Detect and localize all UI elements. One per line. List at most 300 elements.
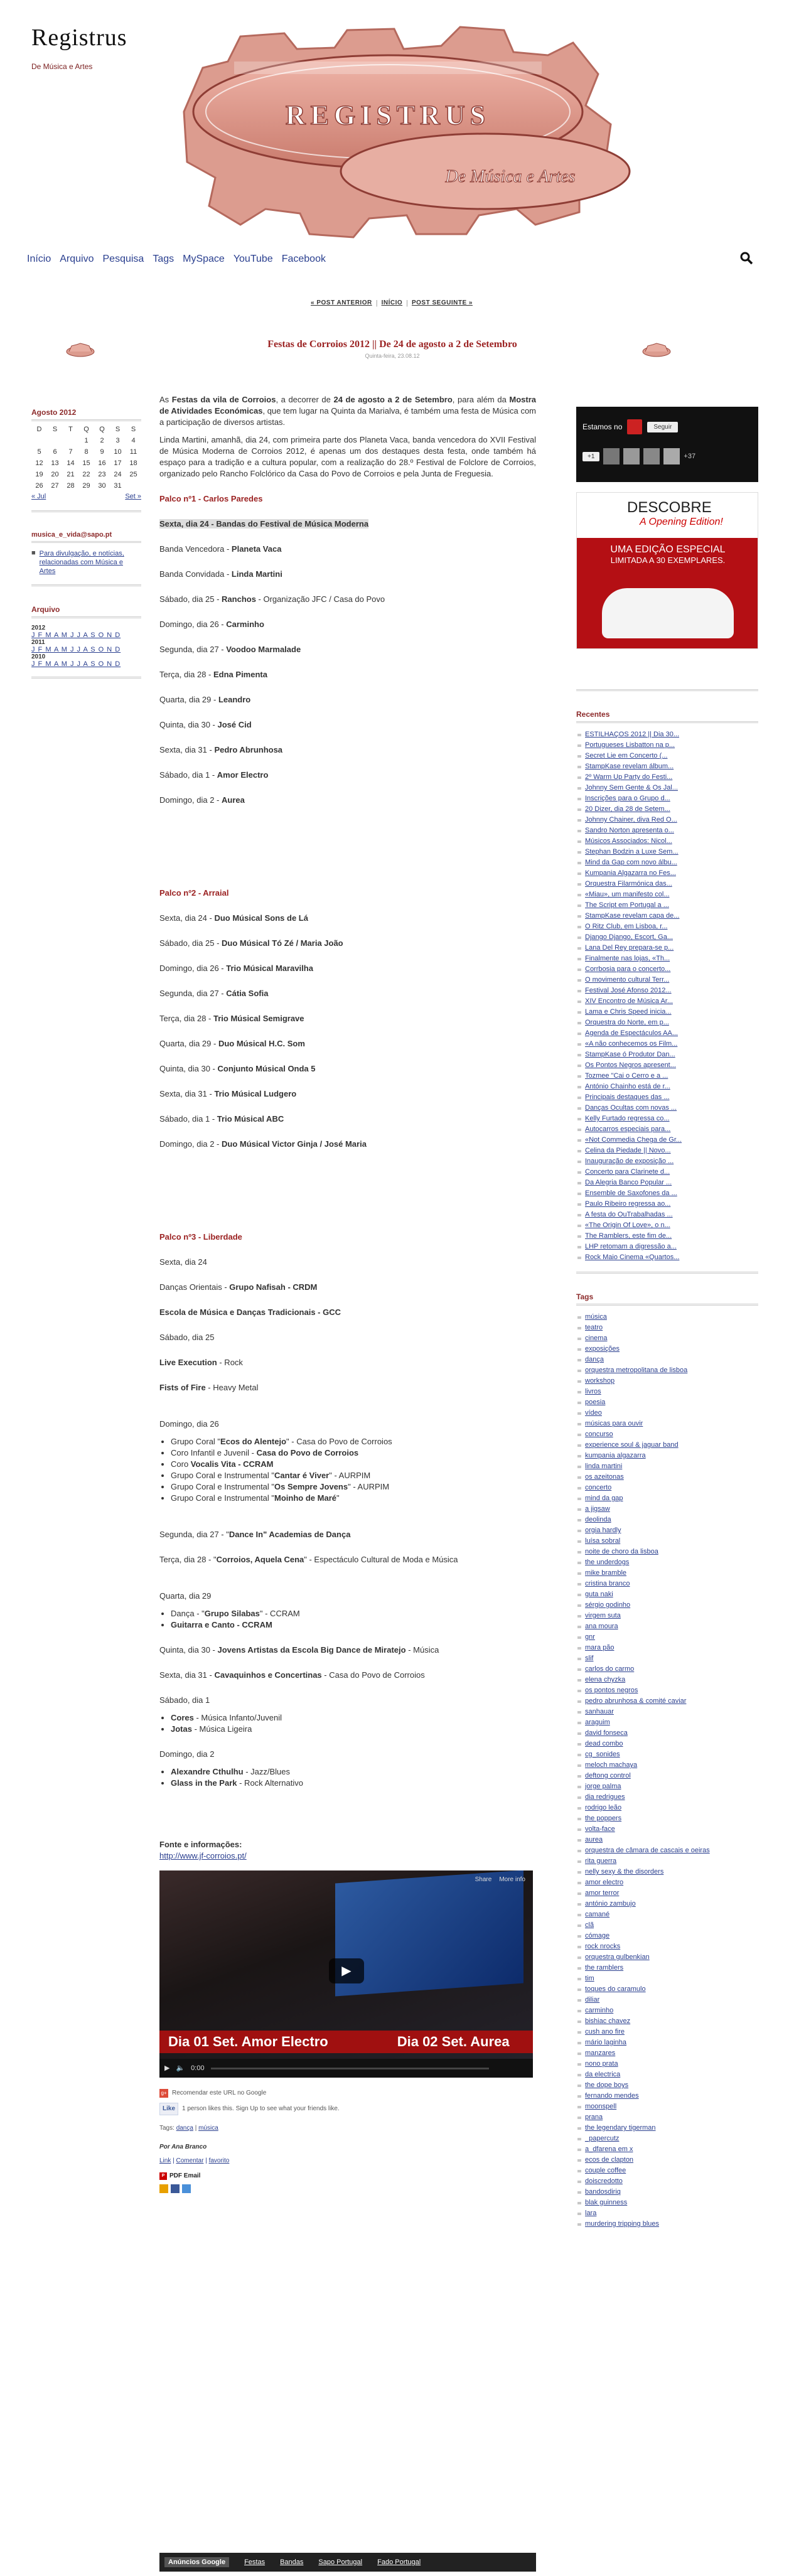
list-item: • Coro Infantil e Juvenil - Casa do Povo de Corroios (171, 1447, 536, 1459)
recent-post-link[interactable]: Da Alegria Banco Popular ... (576, 1178, 758, 1188)
tag-link[interactable]: luísa sobral (576, 1536, 758, 1547)
tag-link[interactable]: amor electro (576, 1877, 758, 1888)
tag-link[interactable]: workshop (576, 1376, 758, 1387)
search-icon[interactable] (739, 251, 753, 265)
palco2-line: Sexta, dia 24 - Duo Músical Sons de Lá (159, 913, 308, 923)
recent-post-link[interactable]: «The Origin Of Love», o n... (576, 1220, 758, 1231)
tag-link[interactable]: ecos de clapton (576, 2155, 758, 2165)
link-action[interactable]: Link (159, 2157, 171, 2164)
ad-link[interactable]: Bandas (280, 2558, 304, 2566)
divider (576, 721, 758, 723)
tag-link[interactable]: deftong control (576, 1771, 758, 1781)
plus-one-button[interactable]: +1 (582, 452, 599, 461)
calendar-table (31, 424, 141, 491)
tag-link[interactable]: dead combo (576, 1739, 758, 1749)
calendar-day: 11 (129, 448, 137, 456)
follow-button[interactable]: Seguir (647, 422, 678, 432)
recent-post-link[interactable]: Sandro Norton apresenta o... (576, 825, 758, 836)
avatar (603, 448, 620, 464)
social-logo-icon (627, 419, 642, 434)
tag-link[interactable]: slif (576, 1653, 758, 1664)
tag-link[interactable]: virgem suta (576, 1611, 758, 1621)
prev-post-link[interactable]: « POST ANTERIOR (311, 299, 372, 306)
email-title[interactable]: musica_e_vida@sapo.pt (31, 531, 112, 539)
archive-title: Arquivo (31, 605, 60, 614)
calendar-header: S (52, 426, 58, 433)
calendar-next-month[interactable]: Set » (125, 493, 141, 500)
video-caption: Dia 02 Set. Aurea (397, 2034, 510, 2049)
recent-post-link[interactable]: Corrbosia para o concerto... (576, 964, 758, 975)
recent-post-link[interactable]: The Ramblers, este fim de... (576, 1231, 758, 1242)
calendar-day: 28 (67, 482, 75, 490)
recent-post-link[interactable]: O movimento cultural Terr... (576, 975, 758, 985)
tag-link[interactable]: blak guinness (576, 2198, 758, 2208)
calendar-day: 29 (82, 482, 90, 490)
palco2-line: Segunda, dia 27 - Cátia Sofia (159, 989, 269, 998)
post-date: Quinta-feira, 23.08.12 (365, 353, 420, 359)
tag-link[interactable]: mário laginha (576, 2037, 758, 2048)
banner-gear-logo (146, 18, 642, 244)
tag-link[interactable]: ana moura (576, 1621, 758, 1632)
ad-text: UMA EDIÇÃO ESPECIAL (610, 544, 726, 555)
palco1-line: Domingo, dia 2 - Aurea (159, 795, 245, 805)
recent-post-link[interactable]: Autocarros especiais para... (576, 1124, 758, 1135)
ad-car-image (602, 588, 734, 638)
calendar-day: 17 (114, 459, 122, 467)
recent-post-link[interactable]: Ensemble de Saxofones da ... (576, 1188, 758, 1199)
palco3-line: Quarta, dia 29 (159, 1591, 212, 1601)
calendar-day: 6 (53, 448, 57, 456)
calendar-day: 12 (35, 459, 43, 467)
tag-link[interactable]: volta-face (576, 1824, 758, 1835)
tag-link[interactable]: the ramblers (576, 1963, 758, 1973)
divider (31, 677, 141, 679)
video-share-button[interactable]: Share (475, 1876, 492, 1883)
recent-post-link[interactable]: Inscrições para o Grupo d... (576, 793, 758, 804)
palco2-line: Terça, dia 28 - Trio Músical Semigrave (159, 1014, 304, 1023)
pdf-email[interactable]: P PDF Email (159, 2171, 536, 2182)
tag-link[interactable]: _papercutz (576, 2133, 758, 2144)
ad-headline: DESCOBRE (627, 499, 712, 516)
ad-link[interactable]: Sapo Portugal (318, 2558, 363, 2566)
list-item: • Grupo Coral e Instrumental "Os Sempre Jovens" - AURPIM (171, 1481, 536, 1493)
tag-link[interactable]: dança (576, 1355, 758, 1365)
banner-title: REGISTRUS (285, 100, 491, 131)
palco3-line: Sábado, dia 1 (159, 1695, 210, 1705)
recent-post-link[interactable]: O Ritz Club, em Lisboa, r... (576, 921, 758, 932)
tag-link[interactable]: meloch machaya (576, 1760, 758, 1771)
tag-link[interactable]: orquestra metropolitana de lisboa (576, 1365, 758, 1376)
video-progress-bar[interactable] (211, 2068, 489, 2069)
recent-post-link[interactable]: Inauguração de exposição ... (576, 1156, 758, 1167)
tag-link[interactable]: dança (176, 2125, 193, 2132)
email-note-link[interactable]: Para divulgação, e notícias, relacionadas com Música e Artes (39, 550, 124, 575)
palco2-line: Quarta, dia 29 - Duo Músical H.C. Som (159, 1039, 305, 1048)
calendar-header: S (115, 426, 121, 433)
share-icon[interactable] (159, 2184, 168, 2193)
palco3-wednesday-list (159, 1608, 536, 1631)
tag-link[interactable]: rodrigo leão (576, 1803, 758, 1813)
recent-post-link[interactable]: Kumpania Algazarra no Fes... (576, 868, 758, 879)
tag-link[interactable]: the dope boys (576, 2080, 758, 2091)
intro-paragraph: Linda Martini, amanhã, dia 24, com primeira parte dos Planeta Vaca, banda vencedora do XVII Festival de Música Moderna de Corroios 2012, é apenas um dos destaques desta festa, onde também há espaço para a tradição e a cultura popular, com a realização do 28.º Festival de Folclore de Corroios, organizado pelo Rancho Folclórico da Casa do Povo de Corroios e pela Junta de Freguesia. (159, 435, 536, 478)
archive-months[interactable]: J F M A M J J A S O N D (31, 631, 121, 639)
calendar-header: Q (99, 426, 105, 433)
tag-link[interactable]: doiscredotto (576, 2176, 758, 2187)
tag-link[interactable]: mara pão (576, 1643, 758, 1653)
tag-link[interactable]: the poppers (576, 1813, 758, 1824)
recent-post-link[interactable]: Mind da Gap com novo álbu... (576, 857, 758, 868)
calendar-day: 25 (129, 471, 137, 478)
tag-link[interactable]: fernando mendes (576, 2091, 758, 2101)
list-item: • Alexandre Cthulhu - Jazz/Blues (171, 1766, 536, 1778)
calendar-header: T (68, 426, 73, 433)
tag-link[interactable]: a jigsaw (576, 1504, 758, 1515)
calendar-header: D (36, 426, 42, 433)
calendar-day: 21 (67, 471, 75, 478)
play-icon: ▶ (341, 1964, 352, 1978)
recent-post-link[interactable]: Paulo Ribeiro regressa ao... (576, 1199, 758, 1210)
play-control-icon[interactable]: ▶ (164, 2064, 170, 2072)
recent-post-link[interactable]: Orquestra do Norte, em p... (576, 1017, 758, 1028)
tag-link[interactable]: camané (576, 1909, 758, 1920)
blog-subtitle: De Música e Artes (31, 62, 93, 71)
recent-post-link[interactable]: Django Django, Escort, Ga... (576, 932, 758, 943)
recent-post-link[interactable]: Kelly Furtado regressa co... (576, 1114, 758, 1124)
archive-months[interactable]: J F M A M J J A S O N D (31, 660, 121, 668)
tag-link[interactable]: david fonseca (576, 1728, 758, 1739)
recent-post-link[interactable]: Principais destaques das ... (576, 1092, 758, 1103)
archive-months[interactable]: J F M A M J J A S O N D (31, 646, 121, 653)
tag-link[interactable]: gnr (576, 1632, 758, 1643)
recent-post-link[interactable]: 2º Warm Up Party do Festi... (576, 772, 758, 783)
tag-link[interactable]: cómage (576, 1931, 758, 1941)
tag-link[interactable]: antónio zambujo (576, 1899, 758, 1909)
tag-link[interactable]: diliar (576, 1995, 758, 2005)
list-item: • Grupo Coral "Ecos do Alentejo" - Casa do Povo de Corroios (171, 1436, 536, 1447)
recent-post-link[interactable]: Concerto para Clarinete d... (576, 1167, 758, 1178)
tag-link[interactable]: cg_sonides (576, 1749, 758, 1760)
palco1-line: Quinta, dia 30 - José Cid (159, 720, 252, 729)
ad-link[interactable]: Festas (244, 2558, 266, 2566)
palco2-line: Domingo, dia 2 - Duo Músical Victor Ginja / José Maria (159, 1139, 367, 1149)
divider (31, 541, 141, 543)
list-item: • Cores - Música Infanto/Juvenil (171, 1712, 536, 1724)
blog-title[interactable]: Registrus (31, 24, 127, 51)
tag-link[interactable]: toques do caramulo (576, 1984, 758, 1995)
recent-post-link[interactable]: Os Pontos Negros apresent... (576, 1060, 758, 1071)
palco2-line: Domingo, dia 26 - Trio Músical Maravilha (159, 963, 313, 973)
palco1-line: Quarta, dia 29 - Leandro (159, 695, 251, 704)
play-button[interactable] (329, 1958, 364, 1983)
recent-post-link[interactable]: The Script em Portugal a ... (576, 900, 758, 911)
recent-post-link[interactable]: Finalmente nas lojas, «Th... (576, 953, 758, 964)
palco2-line: Sábado, dia 1 - Trio Músical ABC (159, 1114, 284, 1124)
palco2-line: Quinta, dia 30 - Conjunto Músical Onda 5 (159, 1064, 316, 1073)
palco1-line: Sábado, dia 25 - Ranchos - Organização JFC / Casa do Povo (159, 594, 385, 604)
recent-post-link[interactable]: Johnny Sem Gente & Os Jal... (576, 783, 758, 793)
palco3-line: Quinta, dia 30 - Jovens Artistas da Escola Big Dance de Miratejo - Música (159, 1645, 439, 1655)
tag-link[interactable]: cush ano fire (576, 2027, 758, 2037)
source-link[interactable]: http://www.jf-corroios.pt/ (159, 1851, 247, 1860)
facebook-icon[interactable] (171, 2184, 180, 2193)
divider (576, 1304, 758, 1306)
tag-link[interactable]: orquestra de câmara de cascais e oeiras (576, 1845, 758, 1856)
calendar-day: 30 (98, 482, 106, 490)
tag-link[interactable]: linda martini (576, 1461, 758, 1472)
calendar-header: Q (83, 426, 89, 433)
palco1-list (159, 594, 536, 806)
nav-tags[interactable]: Tags (153, 254, 174, 264)
nav-pesquisa[interactable]: Pesquisa (102, 254, 144, 264)
tag-link[interactable]: vídeo (576, 1408, 758, 1419)
calendar-day: 22 (82, 471, 90, 478)
tag-link[interactable]: noite de choro da lisboa (576, 1547, 758, 1557)
tag-link[interactable]: dia redrigues (576, 1792, 758, 1803)
recent-post-link[interactable]: 20 Dizer, dia 28 de Setem... (576, 804, 758, 815)
tag-link[interactable]: mike bramble (576, 1568, 758, 1579)
recent-post-link[interactable]: Músicos Associados: Nicol... (576, 836, 758, 847)
calendar-day: 14 (67, 459, 75, 467)
archive-year: 2012 J F M A M J J A S O N D 2011 J F M A M J J A S O N D 2010 J F M A M J J A S O N D (31, 625, 141, 668)
palco3-line: Sexta, dia 31 - Cavaquinhos e Concertinas - Casa do Povo de Corroios (159, 1670, 425, 1680)
tag-link[interactable]: concurso (576, 1429, 758, 1440)
calendar-day: 9 (100, 448, 104, 456)
calendar-day: 31 (114, 482, 122, 490)
tag-link[interactable]: experience soul & jaguar band (576, 1440, 758, 1451)
palco1-line: Banda Convidada - Linda Martini (159, 569, 282, 579)
calendar-day: 19 (35, 471, 43, 478)
recent-post-link[interactable]: Lana Del Rey prepara-se p... (576, 943, 758, 953)
calendar-day: 15 (82, 459, 90, 467)
calendar-prev-month[interactable]: « Jul (31, 493, 46, 500)
calendar-header: S (131, 426, 136, 433)
source-label: Fonte e informações: (159, 1840, 242, 1849)
tags-list (576, 1312, 758, 2230)
palco1-line: Domingo, dia 26 - Carminho (159, 620, 264, 629)
video-info-button[interactable]: More info (499, 1876, 525, 1883)
recent-post-link[interactable]: StampKase revelam capa de... (576, 911, 758, 921)
nav-youtube[interactable]: YouTube (233, 254, 273, 264)
tag-link[interactable]: the legendary tigerman (576, 2123, 758, 2133)
tag-link[interactable]: aurea (576, 1835, 758, 1845)
tag-link[interactable]: mind da gap (576, 1493, 758, 1504)
tag-link[interactable]: cristina branco (576, 1579, 758, 1589)
recent-post-link[interactable]: StampKase revelam álbum... (576, 761, 758, 772)
tag-link[interactable]: música (198, 2125, 218, 2132)
palco3-line: Sexta, dia 24 (159, 1257, 207, 1267)
recent-post-link[interactable]: «Miau», um manifesto col... (576, 889, 758, 900)
list-item: • Coro Vocalis Vita - CCRAM (171, 1459, 536, 1470)
tag-link[interactable]: kumpania algazarra (576, 1451, 758, 1461)
recent-post-link[interactable]: Agenda de Espectáculos AA... (576, 1028, 758, 1039)
tag-link[interactable]: poesia (576, 1397, 758, 1408)
tag-link[interactable]: música (576, 1312, 758, 1323)
calendar-day: 7 (68, 448, 73, 456)
recent-post-link[interactable]: «Not Commedia Chega de Gr... (576, 1135, 758, 1146)
tag-link[interactable]: manzares (576, 2048, 758, 2059)
home-link[interactable]: INÍCIO (381, 299, 403, 306)
recent-posts-list (576, 729, 758, 1263)
palco3-line: Terça, dia 28 - "Corroios, Aquela Cena" - Espectáculo Cultural de Moda e Música (159, 1555, 458, 1564)
video-time: 0:00 (191, 2064, 205, 2072)
recent-post-link[interactable]: «A não conhecemos os Film... (576, 1039, 758, 1049)
tag-link[interactable]: nono prata (576, 2059, 758, 2069)
tag-link[interactable]: araguim (576, 1717, 758, 1728)
nav-facebook[interactable]: Facebook (281, 254, 326, 264)
recent-post-link[interactable]: StampKase ó Produtor Dan... (576, 1049, 758, 1060)
ad-link[interactable]: Fado Portugal (377, 2558, 421, 2566)
tag-link[interactable]: tim (576, 1973, 758, 1984)
recent-post-link[interactable]: ESTILHAÇOS 2012 || Dia 30... (576, 729, 758, 740)
tag-link[interactable]: carlos do carmo (576, 1664, 758, 1675)
nav-inicio[interactable]: Início (27, 254, 51, 264)
recent-post-link[interactable]: Celina da Piedade || Novo... (576, 1146, 758, 1156)
palco3-line: Live Execution - Rock (159, 1358, 243, 1367)
post-navigation (311, 299, 473, 307)
list-item: • Guitarra e Canto - CCRAM (171, 1619, 536, 1631)
recent-post-link[interactable]: LHP retomam a digressão a... (576, 1242, 758, 1252)
tag-link[interactable]: sérgio godinho (576, 1600, 758, 1611)
next-post-link[interactable]: POST SEGUINTE » (411, 299, 473, 306)
recent-post-link[interactable]: Festival José Afonso 2012... (576, 985, 758, 996)
separator: | (375, 299, 378, 307)
palco2-title: Palco nº2 - Arraial (159, 888, 229, 898)
tag-link[interactable]: da electrica (576, 2069, 758, 2080)
google-recommend[interactable]: g+ Recomendar este URL no Google (159, 2088, 536, 2099)
calendar-day: 2 (100, 437, 104, 444)
tag-link[interactable]: moonspell (576, 2101, 758, 2112)
bullet-icon: ■ (31, 549, 36, 557)
tag-link[interactable]: exposições (576, 1344, 758, 1355)
divider (576, 689, 758, 691)
tag-link[interactable]: músicas para ouvir (576, 1419, 758, 1429)
calendar-day: 16 (98, 459, 106, 467)
tag-link[interactable]: bandosdiriq (576, 2187, 758, 2198)
divider (31, 616, 141, 618)
calendar-day: 13 (51, 459, 59, 467)
main-nav (27, 254, 335, 265)
ad-text: LIMITADA A 30 EXEMPLARES. (610, 555, 726, 565)
avatar (623, 448, 640, 464)
tag-link[interactable]: orgia hardly (576, 1525, 758, 1536)
tag-link[interactable]: pedro abrunhosa & comité caviar (576, 1696, 758, 1707)
tag-link[interactable]: bishiac chavez (576, 2016, 758, 2027)
recent-post-link[interactable]: Orquestra Filarmónica das... (576, 879, 758, 889)
video-player[interactable] (159, 1870, 533, 2078)
recent-post-link[interactable]: XIV Encontro de Música Ar... (576, 996, 758, 1007)
tag-link[interactable]: couple coffee (576, 2165, 758, 2176)
tag-link[interactable]: sanhauar (576, 1707, 758, 1717)
divider (31, 419, 141, 421)
avatar (663, 448, 680, 464)
tag-link[interactable]: os azeitonas (576, 1472, 758, 1483)
calendar-day: 3 (115, 437, 120, 444)
tag-link[interactable]: a_dfarena em x (576, 2144, 758, 2155)
fb-like-button[interactable]: Like (159, 2103, 178, 2115)
intro-paragraph: As Festas da vila de Corroios, a decorrer de 24 de agosto a 2 de Setembro, para além da Mostra de Atividades Económicas, que tem lugar na Quinta da Marialva, é também uma festa de Música com a participação de diversos artistas. (159, 395, 536, 427)
twitter-icon[interactable] (182, 2184, 191, 2193)
advertisement[interactable] (576, 492, 758, 649)
divider (31, 584, 141, 586)
tag-link[interactable]: rita guerra (576, 1856, 758, 1867)
calendar-day: 5 (37, 448, 41, 456)
tag-link[interactable]: murdering tripping blues (576, 2219, 758, 2230)
tag-link[interactable]: prana (576, 2112, 758, 2123)
calendar-day: 24 (114, 471, 122, 478)
favorite-action[interactable]: favorito (208, 2157, 230, 2164)
calendar-day: 27 (51, 482, 59, 490)
tag-link[interactable]: cinema (576, 1333, 758, 1344)
recent-post-link[interactable]: Stephan Bodzin a Luxe Sem... (576, 847, 758, 857)
social-label: Estamos no (582, 422, 623, 431)
recent-post-link[interactable]: Portugueses Lisbatton na p... (576, 740, 758, 751)
avatar (643, 448, 660, 464)
palco1-highlight: Sexta, dia 24 - Bandas do Festival de Música Moderna (159, 519, 369, 529)
video-caption: Dia 01 Set. Amor Electro (168, 2034, 328, 2049)
palco1-line: Banda Vencedora - Planeta Vaca (159, 544, 282, 554)
calendar-day (47, 435, 63, 446)
tag-link[interactable]: livros (576, 1387, 758, 1397)
tag-link[interactable]: teatro (576, 1323, 758, 1333)
palco2-line: Sexta, dia 31 - Trio Músical Ludgero (159, 1089, 297, 1098)
recent-post-link[interactable]: Rock Maio Cinema «Quartos... (576, 1252, 758, 1263)
recent-post-link[interactable]: António Chainho está de r... (576, 1081, 758, 1092)
tag-link[interactable]: orquestra gulbenkian (576, 1952, 758, 1963)
volume-icon[interactable]: 🔈 (176, 2064, 185, 2072)
recent-post-link[interactable]: Tozmee "Cai o Cerro e a ... (576, 1071, 758, 1081)
recent-post-link[interactable]: Lama e Chris Speed inicia... (576, 1007, 758, 1017)
post-actions: Link | Comentar | favorito (159, 2157, 230, 2164)
recent-post-link[interactable]: A festa do OuTrabalhadas ... (576, 1210, 758, 1220)
palco3-line: Escola de Música e Danças Tradicionais - GCC (159, 1307, 341, 1317)
ads-label: Anúncios Google (164, 2557, 229, 2567)
calendar-day: 4 (131, 437, 136, 444)
tag-link[interactable]: deolinda (576, 1515, 758, 1525)
calendar-day: 1 (84, 437, 89, 444)
nav-arquivo[interactable]: Arquivo (60, 254, 94, 264)
tag-link[interactable]: carminho (576, 2005, 758, 2016)
palco3-line: Fists of Fire - Heavy Metal (159, 1383, 259, 1392)
tag-link[interactable]: elena chyzka (576, 1675, 758, 1685)
post-title[interactable]: Festas de Corroios 2012 || De 24 de agosto a 2 de Setembro (267, 339, 517, 350)
calendar-day: 18 (129, 459, 137, 467)
social-widget (576, 407, 758, 482)
tag-link[interactable]: the underdogs (576, 1557, 758, 1568)
palco3-line: Sábado, dia 25 (159, 1333, 215, 1342)
recent-post-link[interactable]: Danças Ocultas com novas ... (576, 1103, 758, 1114)
tag-link[interactable]: amor terror (576, 1888, 758, 1899)
tag-link[interactable]: concerto (576, 1483, 758, 1493)
separator: | (406, 299, 408, 307)
ad-subhead: A Opening Edition! (640, 517, 723, 527)
tag-link[interactable]: rock nrocks (576, 1941, 758, 1952)
recent-post-link[interactable]: Johnny Chainer, diva Red O... (576, 815, 758, 825)
tag-link[interactable]: jorge palma (576, 1781, 758, 1792)
tag-link[interactable]: clã (576, 1920, 758, 1931)
tag-link[interactable]: guta naki (576, 1589, 758, 1600)
calendar-day: 26 (35, 482, 43, 490)
recent-post-link[interactable]: Secret Lie em Concerto (... (576, 751, 758, 761)
tag-link[interactable]: os pontos negros (576, 1685, 758, 1696)
list-item: • Grupo Coral e Instrumental "Moinho de Maré" (171, 1493, 536, 1504)
tag-link[interactable]: lara (576, 2208, 758, 2219)
email-note (31, 549, 141, 576)
nav-myspace[interactable]: MySpace (183, 254, 225, 264)
comment-action[interactable]: Comentar (176, 2157, 204, 2164)
calendar-day: 20 (51, 471, 59, 478)
tag-link[interactable]: nelly sexy & the disorders (576, 1867, 758, 1877)
